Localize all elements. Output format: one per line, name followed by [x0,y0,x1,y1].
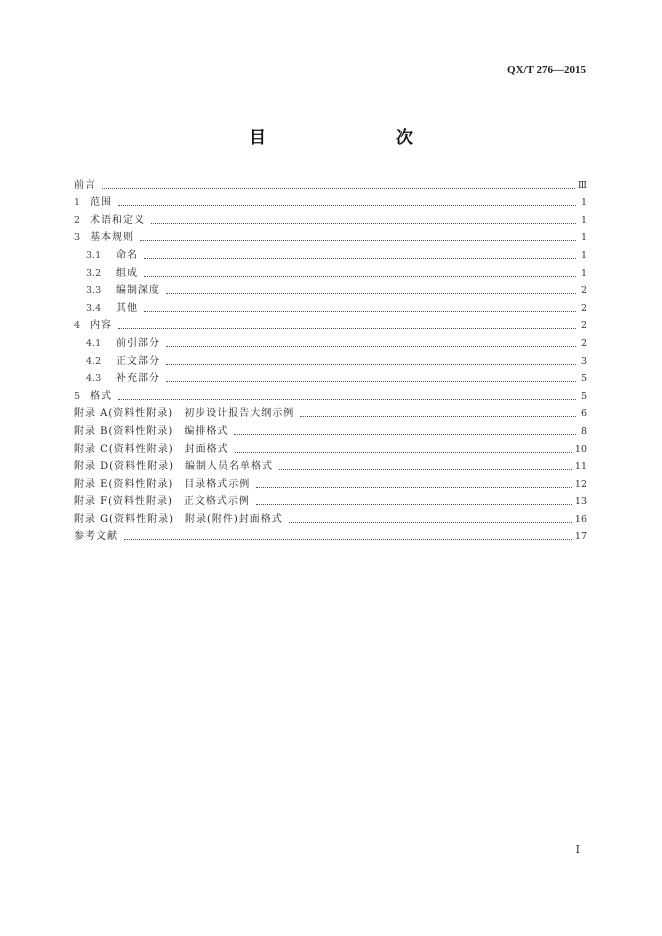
toc-subentry[interactable] [74,280,587,298]
toc-entry-number: 4.2 [86,355,102,367]
dot-leader [256,496,572,508]
dot-leader [235,444,572,456]
toc-entry-page: 2 [580,320,587,332]
toc-appendix-entry[interactable] [74,456,587,474]
toc-entry-page: 17 [574,531,587,543]
toc-entry-page: 1 [580,197,587,209]
toc-entry-number: 2 [74,214,81,226]
toc-entry[interactable] [74,192,587,210]
dot-leader [118,320,576,332]
toc-entry-number: 4 [74,320,81,332]
toc-entry-page: 1 [580,249,587,261]
toc-entry[interactable] [74,385,587,403]
toc-appendix-entry[interactable] [74,438,587,456]
dot-leader [166,373,576,385]
toc-entry-label: 范围 [90,197,112,209]
toc-appendix-entry[interactable] [74,473,587,491]
toc-entry-number: 3.4 [86,302,102,314]
toc-entry-label: 附录 G(资料性附录) 附录(附件)封面格式 [74,513,283,525]
toc-entry-label: 其他 [116,302,138,314]
dot-leader [118,197,576,209]
toc-entry-label: 命名 [116,249,138,261]
dot-leader [144,250,576,262]
toc-entry-label: 附录 B(资料性附录) 编排格式 [74,425,229,437]
toc-title: 目 次 [249,128,445,148]
toc-entry-label: 内容 [90,320,112,332]
toc-entry-page: 16 [574,513,587,525]
toc-subentry[interactable] [74,297,587,315]
toc-appendix-entry[interactable] [74,491,587,509]
dot-leader [289,514,572,526]
toc-entry-label: 格式 [90,390,112,402]
toc-entry-page: 3 [580,355,587,367]
toc-entry-page: 11 [574,461,587,473]
page-number: I [575,843,580,856]
toc-entry-page: 1 [580,267,587,279]
toc-subentry[interactable] [74,262,587,280]
dot-leader [166,338,576,350]
toc-entry-page: 2 [580,337,587,349]
toc-entry-page: 2 [580,285,587,297]
toc-entry-label: 正文部分 [116,355,160,367]
toc-entry-label: 基本规则 [90,232,134,244]
dot-leader [144,303,576,315]
toc-entry-page: 5 [580,373,587,385]
dot-leader [102,180,575,192]
toc-entry-label: 附录 A(资料性附录) 初步设计报告大纲示例 [74,408,295,420]
dot-leader [300,408,576,420]
dot-leader [144,268,576,280]
toc-entry[interactable] [74,315,587,333]
toc-entry-label: 附录 C(资料性附录) 封面格式 [74,443,229,455]
toc-entry-label: 术语和定义 [90,214,145,226]
dot-leader [166,285,576,297]
dot-leader [234,426,576,438]
toc-appendix-entry[interactable] [74,420,587,438]
toc-entry-number: 4.1 [86,337,102,349]
toc-entry-page: 1 [580,214,587,226]
dot-leader [118,391,576,403]
toc-entry-label: 附录 F(资料性附录) 正文格式示例 [74,496,250,508]
toc-appendix-entry[interactable] [74,403,587,421]
dot-leader [166,356,576,368]
toc-subentry[interactable] [74,368,587,386]
toc-entry-number: 5 [74,390,81,402]
toc-entry-label: 补充部分 [116,373,160,385]
toc-entry-page: 2 [580,302,587,314]
toc-entry-number: 3.2 [86,267,102,279]
toc-entry-page: 13 [574,496,587,508]
toc-entry-label: 附录 D(资料性附录) 编制人员名单格式 [74,461,273,473]
toc-entry-page: 6 [580,408,587,420]
toc-entry-number: 3.1 [86,249,102,261]
toc-entry-label: 组成 [116,267,138,279]
toc-entry-page: 5 [580,390,587,402]
toc-entry-number: 1 [74,197,81,209]
table-of-contents [74,174,587,543]
dot-leader [140,232,576,244]
toc-entry-label: 前言 [74,179,96,191]
toc-entry-number: 4.3 [86,373,102,385]
toc-entry[interactable] [74,209,587,227]
toc-subentry[interactable] [74,244,587,262]
toc-entry-label: 附录 E(资料性附录) 目录格式示例 [74,478,251,490]
toc-entry-label: 前引部分 [116,337,160,349]
toc-entry-page: 10 [574,443,587,455]
toc-entry-label: 参考文献 [74,531,118,543]
toc-entry[interactable] [74,227,587,245]
dot-leader [151,215,576,227]
toc-entry[interactable] [74,174,587,192]
dot-leader [256,479,572,491]
toc-entry[interactable] [74,526,587,544]
toc-entry-page: Ⅲ [577,179,587,191]
toc-entry-number: 3 [74,232,81,244]
toc-subentry[interactable] [74,332,587,350]
toc-entry-label: 编制深度 [116,285,160,297]
toc-appendix-entry[interactable] [74,508,587,526]
dot-leader [124,531,572,543]
toc-entry-page: 12 [574,478,587,490]
dot-leader [279,461,572,473]
toc-subentry[interactable] [74,350,587,368]
toc-entry-number: 3.3 [86,285,102,297]
toc-entry-page: 8 [580,425,587,437]
toc-entry-page: 1 [580,232,587,244]
standard-code: QX/T 276—2015 [507,64,586,76]
